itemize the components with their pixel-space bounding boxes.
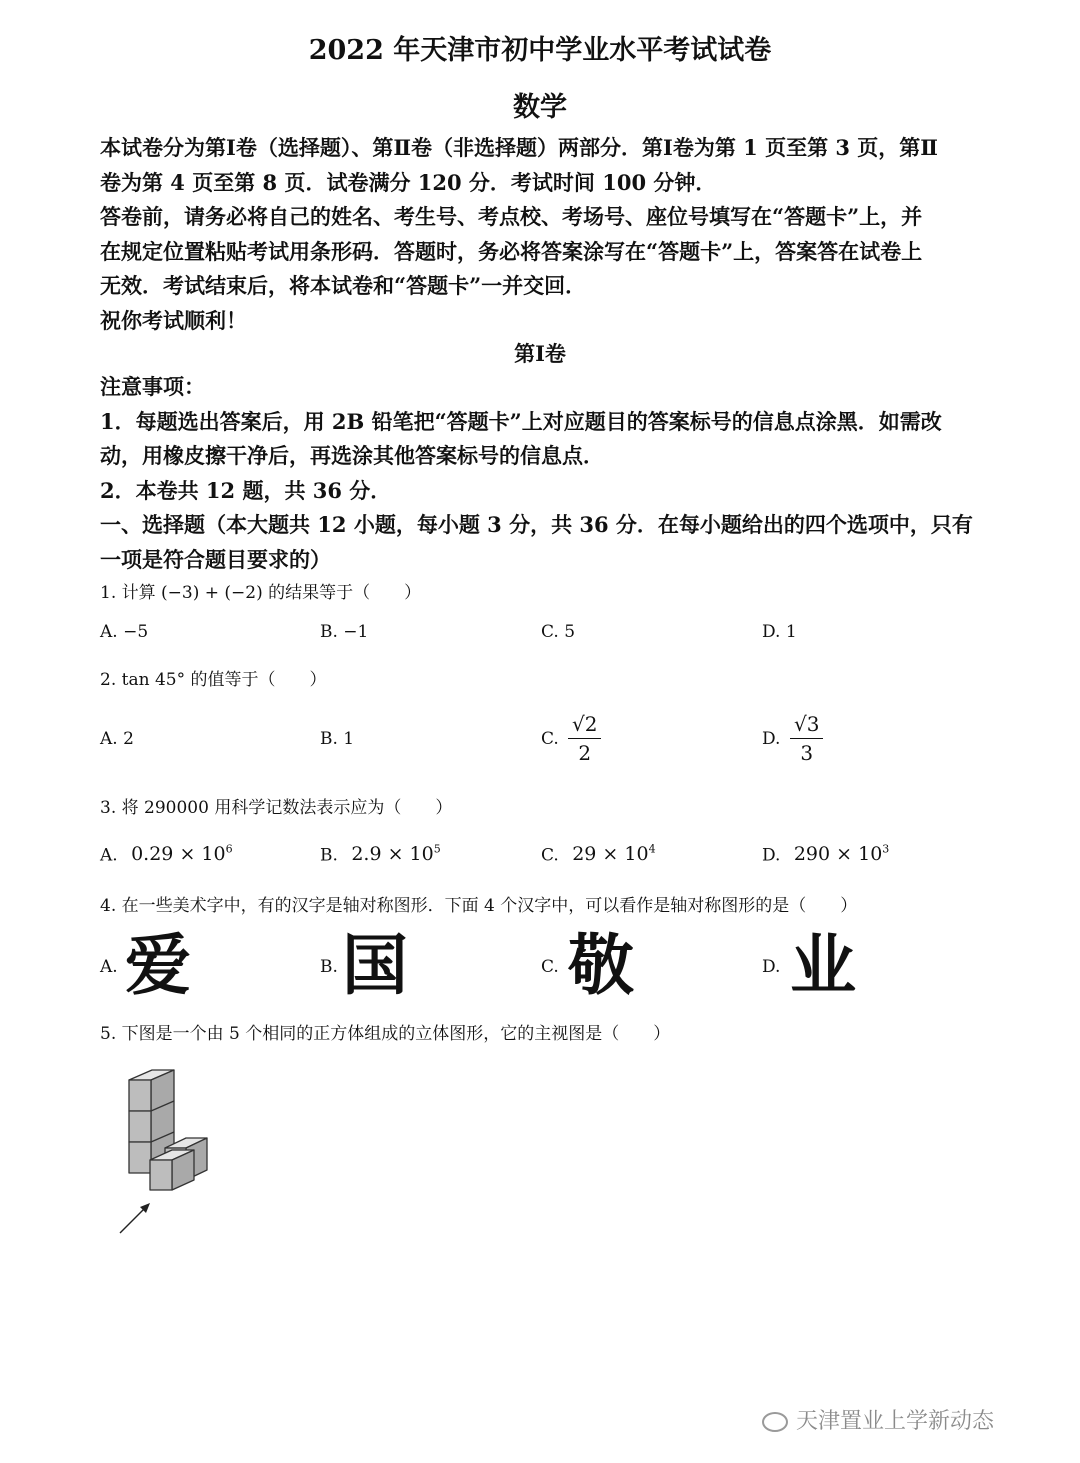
- instruction-line: 卷为第 4 页至第 8 页．试卷满分 120 分．考试时间 100 分钟．: [100, 169, 717, 195]
- question-2-stem: 2. tan 45° 的值等于（ ）: [100, 670, 327, 690]
- q4-option-d-label: D.: [762, 957, 781, 977]
- instruction-line: 本试卷分为第Ⅰ卷（选择题）、第Ⅱ卷（非选择题）两部分．第Ⅰ卷为第 1 页至第 3 页，第Ⅱ: [100, 135, 939, 160]
- q3-option-c: [541, 843, 656, 865]
- cube-figure: [110, 1065, 220, 1240]
- notes-line: 动，用橡皮擦干净后，再选涂其他答案标号的信息点．: [100, 443, 604, 468]
- option-label: C.: [541, 845, 559, 866]
- q4-option-c-char: 敬: [568, 927, 634, 1004]
- cube-front-face: [129, 1142, 151, 1173]
- option-label: B.: [320, 845, 338, 866]
- watermark-text: 天津置业上学新动态: [796, 1409, 995, 1434]
- subject-title: 数学: [513, 92, 567, 123]
- option-label: A.: [100, 845, 118, 866]
- q4-option-c-label: C.: [541, 957, 559, 977]
- question-3-stem: 3. 将 290000 用科学记数法表示应为（ ）: [100, 798, 453, 818]
- notes-line: 注意事项：: [100, 374, 205, 399]
- exam-title: 2022 年天津市初中学业水平考试试卷: [308, 35, 772, 66]
- question-1-stem: 1. 计算 (−3) + (−2) 的结果等于（ ）: [100, 583, 422, 603]
- instruction-line: 在规定位置粘贴考试用条形码．答题时，务必将答案涂写在“答题卡”上，答案答在试卷上: [100, 238, 923, 264]
- q4-option-b-char: 国: [342, 927, 408, 1004]
- notes-line: 1．每题选出答案后，用 2B 铅笔把“答题卡”上对应题目的答案标号的信息点涂黑．如需改: [100, 408, 942, 434]
- q2-option-c-label: C.: [541, 729, 559, 749]
- q1-option-d: D. 1: [762, 622, 797, 642]
- q1-option-b: B. −1: [320, 622, 369, 642]
- question-4-stem: 4. 在一些美术字中，有的汉字是轴对称图形．下面 4 个汉字中，可以看作是轴对称图形的是（ ）: [100, 896, 858, 916]
- q4-option-a-label: A.: [100, 957, 118, 977]
- q2-option-d-label: D.: [762, 729, 781, 749]
- q2-option-a: A. 2: [100, 729, 134, 749]
- q3-option-b: [320, 843, 441, 865]
- notes-line: 2．本卷共 12 题，共 36 分．: [100, 477, 392, 503]
- watermark: [762, 1404, 994, 1435]
- volume-title: 第Ⅰ卷: [514, 341, 566, 366]
- notes-section: [100, 370, 990, 577]
- instruction-line: 答卷前，请务必将自己的姓名、考生号、考点校、考场号、座位号填写在“答题卡”上，并: [100, 204, 923, 229]
- q4-option-a-char: 爱: [125, 927, 191, 1004]
- fraction-numerator: √3: [790, 712, 823, 739]
- option-value: $2.9 \times 10^5$: [351, 843, 441, 866]
- instruction-line: 无效．考试结束后，将本试卷和“答题卡”一并交回．: [100, 273, 587, 298]
- q2-option-c-fraction: [568, 712, 601, 765]
- option-value: $290 \times 10^3$: [793, 843, 890, 866]
- fraction-numerator: √2: [568, 712, 601, 739]
- q4-option-d-char: 业: [790, 927, 856, 1004]
- option-value: $29 \times 10^4$: [572, 843, 656, 866]
- exam-instructions: [100, 131, 990, 338]
- q4-option-b-label: B.: [320, 957, 338, 977]
- q1-option-a: A. −5: [100, 622, 149, 642]
- q2-option-b: B. 1: [320, 729, 355, 749]
- q3-option-d: [762, 843, 889, 865]
- fraction-denominator: 2: [578, 741, 592, 765]
- cube-front-face: [150, 1160, 172, 1190]
- instruction-line: 祝你考试顺利！: [100, 307, 247, 333]
- wechat-icon: [762, 1412, 788, 1432]
- q1-option-c: C. 5: [541, 622, 576, 642]
- option-label: D.: [762, 845, 781, 866]
- option-value: $0.29 \times 10^6$: [131, 843, 233, 866]
- question-5-stem: 5. 下图是一个由 5 个相同的正方体组成的立体图形，它的主视图是（ ）: [100, 1024, 671, 1044]
- q2-option-d-fraction: [790, 712, 823, 765]
- notes-line: 一项是符合题目要求的）: [100, 546, 331, 572]
- notes-line: 一、选择题（本大题共 12 小题，每小题 3 分，共 36 分．在每小题给出的四个选项中，只有: [100, 512, 973, 537]
- cube-front-face: [129, 1080, 151, 1111]
- q3-option-a: [100, 843, 233, 865]
- cube-front-face: [129, 1111, 151, 1142]
- fraction-denominator: 3: [800, 741, 814, 765]
